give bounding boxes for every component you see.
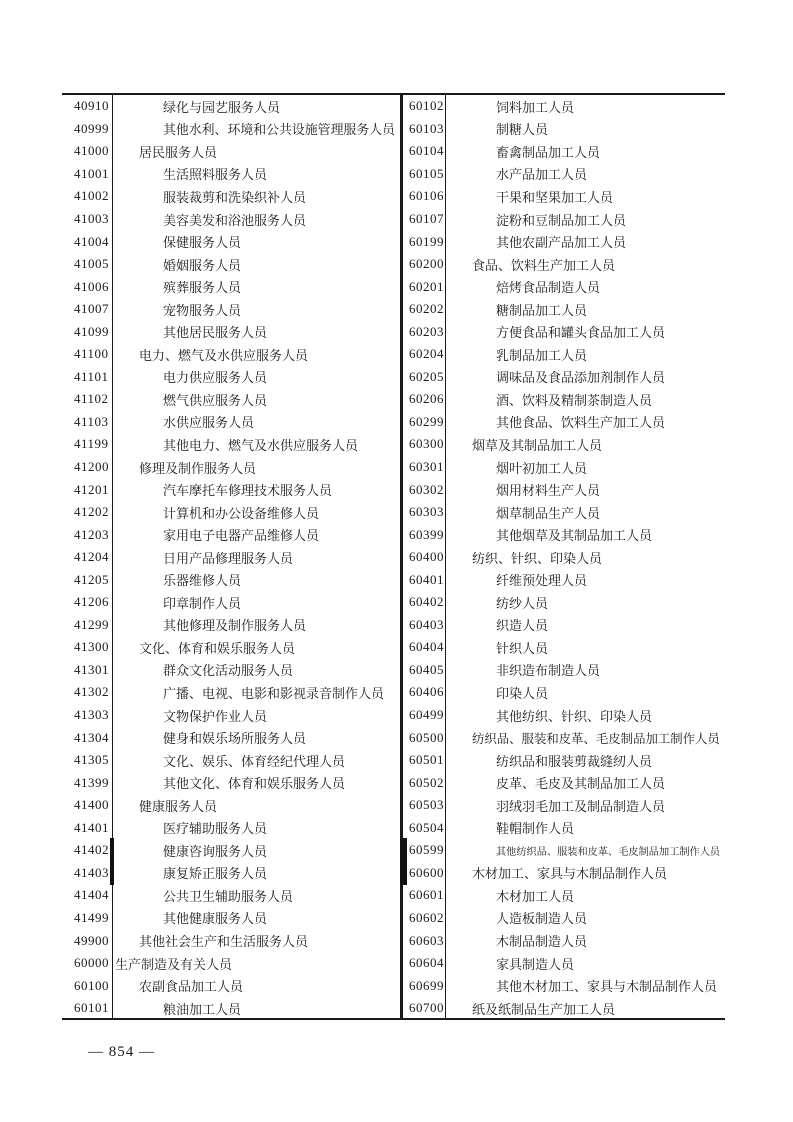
- occupation-code: 60399: [403, 523, 446, 546]
- table-row: [403, 636, 725, 659]
- occupation-code: 60603: [403, 929, 446, 952]
- occupation-name: 制糖人员: [496, 122, 549, 138]
- occupation-code: 60299: [403, 411, 446, 434]
- table-row: [403, 546, 725, 569]
- table-row: [403, 591, 725, 614]
- occupation-name: 水产品加工人员: [496, 167, 588, 183]
- occupation-name: 其他修理及制作服务人员: [163, 618, 307, 634]
- occupation-code: 60000: [62, 952, 113, 975]
- table-row: [403, 253, 725, 276]
- occupation-code: 60499: [403, 704, 446, 727]
- occupation-name: 文化、娱乐、体育经纪代理人员: [163, 753, 346, 769]
- occupation-name: 织造人员: [496, 618, 549, 634]
- table-row: [403, 929, 725, 952]
- page-number: — 854 —: [88, 1044, 155, 1060]
- occupation-name: 其他电力、燃气及水供应服务人员: [163, 437, 359, 453]
- occupation-name: 淀粉和豆制品加工人员: [496, 212, 627, 228]
- table-row: [403, 568, 725, 591]
- table-row: [403, 794, 725, 817]
- occupation-code: 41203: [62, 523, 113, 546]
- table-row: [62, 546, 400, 569]
- occupation-name: 鞋帽制作人员: [496, 821, 575, 837]
- occupation-name: 医疗辅助服务人员: [163, 821, 268, 837]
- table-row: [62, 523, 400, 546]
- table-row: [403, 185, 725, 208]
- occupation-code: 41103: [62, 411, 113, 434]
- occupation-code: 60406: [403, 681, 446, 704]
- occupation-name: 保健服务人员: [163, 235, 242, 251]
- occupation-code: 60601: [403, 884, 446, 907]
- occupation-code: 41204: [62, 546, 113, 569]
- scan-artifact: [110, 838, 114, 885]
- table-row: [62, 659, 400, 682]
- occupation-name: 其他农副产品加工人员: [496, 235, 627, 251]
- table-row: [62, 253, 400, 276]
- table-row: [403, 749, 725, 772]
- occupation-name: 其他木材加工、家具与木制品制作人员: [496, 979, 718, 995]
- occupation-name: 糖制品加工人员: [496, 302, 588, 318]
- occupation-name: 其他烟草及其制品加工人员: [496, 528, 653, 544]
- occupation-name: 美容美发和浴池服务人员: [163, 212, 307, 228]
- occupation-code: 60699: [403, 974, 446, 997]
- occupation-code: 60301: [403, 456, 446, 479]
- table-right-half: [403, 95, 725, 1018]
- table-row: [62, 478, 400, 501]
- table-row: [403, 681, 725, 704]
- occupation-name: 殡葬服务人员: [163, 280, 242, 296]
- occupation-code: 41300: [62, 636, 113, 659]
- occupation-code: 60303: [403, 501, 446, 524]
- table-row: [62, 794, 400, 817]
- occupation-name: 公共卫生辅助服务人员: [163, 888, 294, 904]
- occupation-code: 41499: [62, 907, 113, 930]
- occupation-code: 60202: [403, 298, 446, 321]
- table-row: [62, 411, 400, 434]
- occupation-code: 60504: [403, 817, 446, 840]
- occupation-code: 41399: [62, 771, 113, 794]
- occupation-name: 印章制作人员: [163, 595, 242, 611]
- table-row: [62, 974, 400, 997]
- occupation-name: 木制品制造人员: [496, 934, 588, 949]
- table-row: [403, 366, 725, 389]
- occupation-code: 60101: [62, 997, 113, 1020]
- occupation-name: 调味品及食品添加剂制作人员: [496, 370, 666, 386]
- table-row: [403, 907, 725, 930]
- occupation-name: 文物保护作业人员: [163, 708, 268, 724]
- occupation-name: 康复矫正服务人员: [163, 866, 268, 882]
- occupation-code: 60201: [403, 275, 446, 298]
- occupation-name: 食品、饮料生产加工人员: [472, 257, 616, 273]
- table-row: [62, 929, 400, 952]
- occupation-name: 生活照料服务人员: [163, 167, 268, 183]
- occupation-name: 家用电子电器产品维修人员: [163, 528, 320, 544]
- table-row: [62, 208, 400, 231]
- occupation-name: 电力、燃气及水供应服务人员: [139, 347, 309, 363]
- table-row: [403, 388, 725, 411]
- table-row: [403, 208, 725, 231]
- occupation-code: 41402: [62, 839, 113, 862]
- occupation-name: 燃气供应服务人员: [163, 392, 268, 408]
- occupation-code: 41100: [62, 343, 113, 366]
- occupation-name: 健康服务人员: [139, 798, 218, 814]
- table-row: [62, 320, 400, 343]
- occupation-code: 60205: [403, 366, 446, 389]
- occupation-code: 40910: [62, 95, 113, 118]
- occupation-code: 60502: [403, 771, 446, 794]
- occupation-code: 60200: [403, 253, 446, 276]
- occupation-code: 41303: [62, 704, 113, 727]
- table-row: [403, 974, 725, 997]
- occupation-name: 羽绒羽毛加工及制品制造人员: [496, 798, 666, 814]
- table-row: [403, 456, 725, 479]
- table-row: [403, 478, 725, 501]
- table-row: [403, 230, 725, 253]
- occupation-code: 41301: [62, 659, 113, 682]
- occupation-name: 修理及制作服务人员: [139, 460, 257, 476]
- table-row: [62, 298, 400, 321]
- occupation-name: 非织造布制造人员: [496, 663, 601, 679]
- occupation-code: 41401: [62, 817, 113, 840]
- occupation-code: 41206: [62, 591, 113, 614]
- occupation-code: 60405: [403, 659, 446, 682]
- occupation-name: 纺织、针织、印染人员: [472, 550, 603, 566]
- occupation-name: 烟用材料生产人员: [496, 483, 601, 499]
- occupation-name: 印染人员: [496, 685, 549, 701]
- occupation-code: 41403: [62, 862, 113, 885]
- occupation-code: 60403: [403, 614, 446, 637]
- table-row: [403, 320, 725, 343]
- table-row: [403, 771, 725, 794]
- occupation-code: 60402: [403, 591, 446, 614]
- table-row: [62, 681, 400, 704]
- table-row: [403, 163, 725, 186]
- occupation-name: 干果和坚果加工人员: [496, 189, 614, 205]
- occupation-code: 60501: [403, 749, 446, 772]
- occupation-code: 60206: [403, 388, 446, 411]
- occupation-code: 60604: [403, 952, 446, 975]
- occupation-code: 41404: [62, 884, 113, 907]
- occupation-name: 纤维预处理人员: [496, 573, 588, 589]
- table-row: [403, 726, 725, 749]
- occupation-code: 41006: [62, 275, 113, 298]
- table-row: [403, 343, 725, 366]
- occupation-name: 健康咨询服务人员: [163, 843, 268, 859]
- occupation-code: 41000: [62, 140, 113, 163]
- table-row: [403, 862, 725, 885]
- table-row: [403, 997, 725, 1020]
- occupation-code: 41199: [62, 433, 113, 456]
- occupation-code: 41201: [62, 478, 113, 501]
- occupation-code-table: [62, 93, 725, 1020]
- table-row: [403, 95, 725, 118]
- occupation-name: 方便食品和罐头食品加工人员: [496, 325, 666, 341]
- scan-artifact: [400, 838, 407, 885]
- occupation-name: 纸及纸制品生产加工人员: [472, 1001, 616, 1017]
- table-row: [62, 704, 400, 727]
- occupation-code: 41202: [62, 501, 113, 524]
- table-row: [62, 388, 400, 411]
- occupation-name: 健身和娱乐场所服务人员: [163, 731, 307, 747]
- table-row: [403, 411, 725, 434]
- occupation-code: 41302: [62, 681, 113, 704]
- occupation-code: 60700: [403, 997, 446, 1020]
- occupation-name: 家具制造人员: [496, 956, 575, 972]
- table-row: [62, 884, 400, 907]
- table-row: [62, 433, 400, 456]
- table-row: [62, 185, 400, 208]
- occupation-name: 畜禽制品加工人员: [496, 144, 601, 160]
- occupation-code: 41001: [62, 163, 113, 186]
- occupation-code: 41099: [62, 320, 113, 343]
- occupation-name: 农副食品加工人员: [139, 979, 244, 995]
- occupation-code: 60500: [403, 726, 446, 749]
- table-row: [403, 839, 725, 862]
- occupation-code: 41101: [62, 366, 113, 389]
- occupation-code: 60199: [403, 230, 446, 253]
- table-row: [62, 140, 400, 163]
- occupation-name: 水供应服务人员: [163, 415, 255, 431]
- table-row: [62, 636, 400, 659]
- occupation-code: 41299: [62, 614, 113, 637]
- table-row: [62, 771, 400, 794]
- occupation-code: 41102: [62, 388, 113, 411]
- occupation-code: 60106: [403, 185, 446, 208]
- table-row: [62, 95, 400, 118]
- occupation-code: 41400: [62, 794, 113, 817]
- occupation-code: 60602: [403, 907, 446, 930]
- occupation-name: 饲料加工人员: [496, 99, 575, 115]
- occupation-name: 纺织品和服装剪裁缝纫人员: [496, 753, 653, 769]
- occupation-name: 针织人员: [496, 640, 549, 656]
- occupation-code: 60503: [403, 794, 446, 817]
- occupation-code: 60401: [403, 568, 446, 591]
- table-row: [403, 952, 725, 975]
- table-row: [62, 591, 400, 614]
- occupation-name: 日用产品修理服务人员: [163, 550, 294, 566]
- table-row: [403, 118, 725, 141]
- table-row: [62, 997, 400, 1020]
- occupation-name: 群众文化活动服务人员: [163, 663, 294, 679]
- table-row: [62, 163, 400, 186]
- occupation-name: 粮油加工人员: [163, 1001, 242, 1017]
- occupation-code: 41002: [62, 185, 113, 208]
- table-row: [62, 568, 400, 591]
- occupation-code: 41304: [62, 726, 113, 749]
- occupation-name: 木材加工、家具与木制品制作人员: [472, 866, 668, 882]
- table-row: [62, 456, 400, 479]
- occupation-code: 49900: [62, 929, 113, 952]
- table-row: [403, 140, 725, 163]
- occupation-name: 乳制品加工人员: [496, 347, 588, 363]
- occupation-name: 服装裁剪和洗染织补人员: [163, 189, 307, 205]
- occupation-name: 宠物服务人员: [163, 302, 242, 318]
- occupation-name: 纺织品、服装和皮革、毛皮制品加工制作人员: [472, 731, 720, 746]
- occupation-name: 纺纱人员: [496, 595, 549, 611]
- occupation-code: 41205: [62, 568, 113, 591]
- table-row: [62, 907, 400, 930]
- table-row: [403, 298, 725, 321]
- occupation-code: 41003: [62, 208, 113, 231]
- table-row: [403, 817, 725, 840]
- occupation-code: 41305: [62, 749, 113, 772]
- occupation-code: 41005: [62, 253, 113, 276]
- occupation-code: 60105: [403, 163, 446, 186]
- table-row: [62, 366, 400, 389]
- occupation-name: 生产制造及有关人员: [115, 956, 233, 972]
- table-row: [62, 501, 400, 524]
- occupation-code: 60103: [403, 118, 446, 141]
- occupation-name: 其他居民服务人员: [163, 325, 268, 341]
- occupation-name: 酒、饮料及精制茶制造人员: [496, 392, 653, 408]
- occupation-name: 烟草制品生产人员: [496, 505, 601, 521]
- occupation-code: 60203: [403, 320, 446, 343]
- occupation-name: 其他纺织、针织、印染人员: [496, 708, 653, 724]
- occupation-code: 41007: [62, 298, 113, 321]
- occupation-name: 烟叶初加工人员: [496, 460, 588, 476]
- table-row: [62, 275, 400, 298]
- occupation-code: 60404: [403, 636, 446, 659]
- table-row: [403, 704, 725, 727]
- table-row: [403, 433, 725, 456]
- occupation-code: 60300: [403, 433, 446, 456]
- table-row: [62, 952, 400, 975]
- table-row: [62, 726, 400, 749]
- occupation-name: 其他食品、饮料生产加工人员: [496, 415, 666, 431]
- occupation-name: 乐器维修人员: [163, 573, 242, 589]
- table-row: [403, 275, 725, 298]
- table-row: [403, 614, 725, 637]
- occupation-name: 木材加工人员: [496, 888, 575, 904]
- occupation-code: 60599: [403, 839, 446, 862]
- occupation-code: 41200: [62, 456, 113, 479]
- occupation-name: 居民服务人员: [139, 144, 218, 160]
- table-row: [62, 230, 400, 253]
- occupation-code: 60400: [403, 546, 446, 569]
- occupation-code: 60104: [403, 140, 446, 163]
- occupation-name: 广播、电视、电影和影视录音制作人员: [163, 685, 385, 701]
- table-row: [62, 817, 400, 840]
- table-row: [403, 501, 725, 524]
- occupation-name: 其他水利、环境和公共设施管理服务人员: [163, 123, 396, 138]
- occupation-name: 电力供应服务人员: [163, 370, 268, 386]
- table-row: [62, 118, 400, 141]
- occupation-name: 皮革、毛皮及其制品加工人员: [496, 776, 666, 792]
- occupation-code: 60204: [403, 343, 446, 366]
- occupation-name: 婚姻服务人员: [163, 257, 242, 273]
- occupation-name: 其他社会生产和生活服务人员: [139, 934, 309, 949]
- table-row: [62, 343, 400, 366]
- occupation-name: 文化、体育和娱乐服务人员: [139, 640, 296, 656]
- occupation-name: 其他健康服务人员: [163, 911, 268, 927]
- occupation-name: 人造板制造人员: [496, 911, 588, 927]
- table-row: [62, 749, 400, 772]
- occupation-name: 焙烤食品制造人员: [496, 280, 601, 296]
- occupation-code: 40999: [62, 118, 113, 141]
- occupation-name: 烟草及其制品加工人员: [472, 437, 603, 453]
- occupation-name: 汽车摩托车修理技术服务人员: [163, 483, 333, 499]
- table-row: [403, 523, 725, 546]
- table-row: [62, 614, 400, 637]
- table-row: [403, 884, 725, 907]
- table-row: [403, 659, 725, 682]
- occupation-code: 60102: [403, 95, 446, 118]
- occupation-code: 41004: [62, 230, 113, 253]
- occupation-name: 计算机和办公设备维修人员: [163, 505, 320, 521]
- occupation-code: 60107: [403, 208, 446, 231]
- occupation-code: 60100: [62, 974, 113, 997]
- occupation-name: 绿化与园艺服务人员: [163, 99, 281, 115]
- occupation-name: 其他纺织品、服装和皮革、毛皮制品加工制作人员: [496, 846, 721, 858]
- occupation-name: 其他文化、体育和娱乐服务人员: [163, 776, 346, 792]
- occupation-code: 60302: [403, 478, 446, 501]
- occupation-code: 60600: [403, 862, 446, 885]
